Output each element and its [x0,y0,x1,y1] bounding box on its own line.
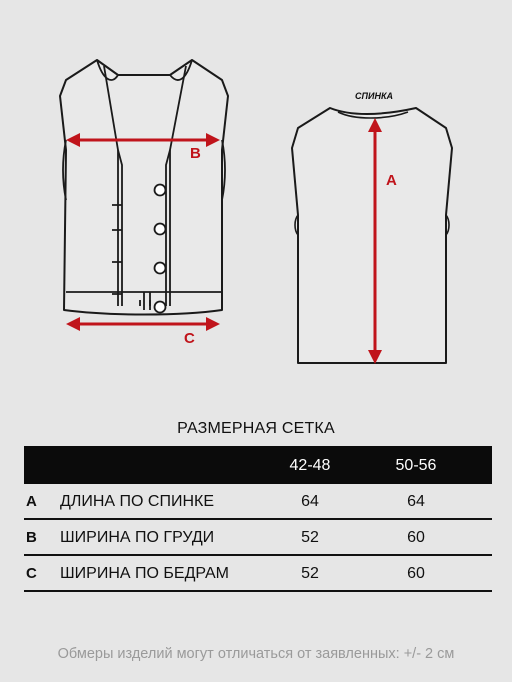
table-row [24,556,492,592]
row-label: ШИРИНА ПО ГРУДИ [60,529,215,546]
row-value-2: 64 [407,493,425,510]
size-table [24,446,492,592]
marker-b: B [190,145,201,162]
footnote: Обмеры изделий могут отличаться от заявленных: +/- 2 см [57,646,455,662]
table-row [24,520,492,556]
size-header-1: 42-48 [289,457,331,474]
row-label: ДЛИНА ПО СПИНКЕ [60,493,214,510]
marker-c: C [184,330,195,347]
size-table-header [24,446,492,484]
row-letter: C [26,565,37,582]
row-letter: A [26,493,37,510]
table-row [24,484,492,520]
size-header-2: 50-56 [395,457,437,474]
back-vest-outline [292,108,452,363]
back-label: СПИНКА [355,91,393,101]
row-label: ШИРИНА ПО БЕДРАМ [60,565,230,582]
measure-c-arrow [66,317,220,331]
size-chart-title: РАЗМЕРНАЯ СЕТКА [177,420,335,437]
row-value-2: 60 [407,565,425,582]
row-value-1: 64 [301,493,319,510]
row-value-1: 52 [301,565,319,582]
marker-a: A [386,172,397,189]
front-vest-outline [60,60,228,315]
row-value-1: 52 [301,529,319,546]
row-letter: B [26,529,37,546]
row-value-2: 60 [407,529,425,546]
